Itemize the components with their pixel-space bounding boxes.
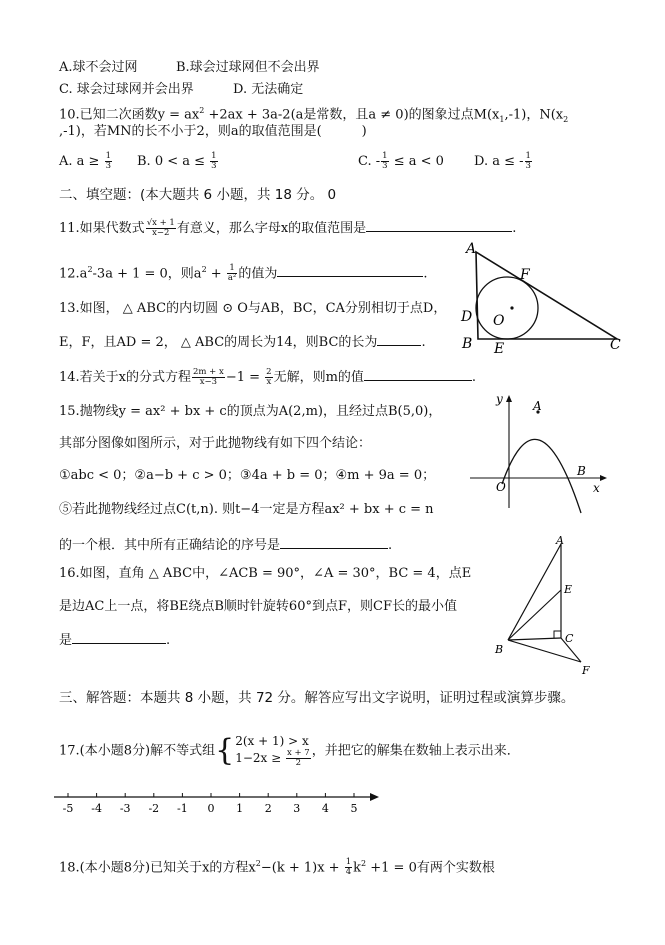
number-line-tick-label: -2 — [148, 802, 160, 815]
fig16-label-e: E — [564, 583, 573, 596]
number-line — [52, 788, 382, 818]
q10-stem-line2: ,-1)，若MN的长不小于2，则a的取值范围是( ) — [59, 124, 367, 139]
q11-answer-blank[interactable] — [366, 219, 512, 232]
q12-line: $12.a^2-3a + 1 = 0$，则$a^2$ + $\frac{1}{\text{a²}}$ 的值为 . — [59, 263, 428, 284]
q9-option-b: B.球会过球网但不会出界 — [176, 60, 320, 75]
number-line-tick-label: -4 — [91, 802, 102, 815]
q14-answer-blank[interactable] — [364, 368, 472, 381]
q10-option-c: C. - $\frac{1}{3}$ ≤ a < 0 — [358, 151, 444, 171]
q16-line1: 16.如图，直角 △ ABC中，∠ACB = 90°，∠A = 30°，BC = 4，点E — [59, 566, 472, 581]
number-line-tick-label: -5 — [62, 802, 74, 815]
q10-option-a: A. a ≥ $\frac{1}{3}$ — [59, 151, 111, 171]
fig15-label-a: A — [533, 399, 542, 413]
q13-incircle-figure — [452, 236, 632, 356]
fig13-label-d: D — [461, 309, 473, 325]
q14-line: 14.若关于x的分式方程 $\frac{2m + x}{x-3}$ −1 = $\frac{2}{x}$ 无解，则m的值 . — [59, 367, 477, 387]
section-3-heading: 三、解答题：本题共 8 小题，共 72 分。解答应写出文字说明，证明过程或演算步骤。 — [59, 690, 575, 706]
number-line-tick-label: 3 — [293, 802, 301, 815]
fig15-label-y: y — [496, 392, 503, 406]
q15-line1: 15.抛物线y = ax² + bx + c的顶点为A(2,m)，且经过点B(5,0)， — [59, 404, 442, 419]
number-line-tick-label: -1 — [177, 802, 188, 815]
q11-line: 11.如果代数式 $\frac{√x + 1}{x-2}$ 有意义，那么字母x的取值范围是 . — [59, 218, 517, 238]
q10-option-d: D. a ≤ - $\frac{1}{3}$ — [474, 151, 531, 171]
q9-option-a: A.球不会过网 — [59, 60, 138, 75]
q13-answer-blank[interactable] — [377, 333, 421, 346]
fig13-label-o: O — [493, 313, 505, 329]
q15-line2: 其部分图像如图所示，对于此抛物线有如下四个结论： — [59, 436, 372, 451]
number-line-tick-label: 0 — [207, 802, 215, 815]
fig16-label-a: A — [556, 534, 564, 547]
q10-option-b: B. 0 < a ≤ $\frac{1}{3}$ — [137, 151, 217, 171]
q15-answer-blank[interactable] — [280, 536, 388, 549]
number-line-tick-label: 2 — [264, 802, 272, 815]
fig16-label-c: C — [565, 632, 574, 645]
q16-line3: 是 . — [59, 633, 171, 648]
q10-stem-line1: 10.已知二次函数$y = ax^2 +2ax + 3a-2(a$是常数，且a ≠ 0)的图象过点$M(x_1,-1)$，$N(x_2$ — [59, 106, 569, 124]
fig13-label-c: C — [610, 337, 621, 353]
number-line-tick-label: 5 — [350, 802, 358, 815]
fig16-label-f: F — [582, 664, 590, 677]
q15-line3: ①abc < 0；②a−b + c > 0；③4a + b = 0；④m + 9a = 0； — [59, 468, 436, 483]
q13-line1: 13.如图， △ ABC的内切圆 ⊙ O与AB，BC，CA分别相切于点D， — [59, 301, 447, 316]
q16-line2: 是边AC上一点，将BE绕点B顺时针旋转60°到点F，则CF长的最小值 — [59, 599, 457, 614]
fig13-label-b: B — [462, 336, 473, 352]
fig15-label-x: x — [593, 481, 600, 495]
q15-parabola-figure — [466, 388, 616, 514]
fig13-label-a: A — [466, 241, 477, 257]
q9-option-d: D. 无法确定 — [233, 82, 304, 97]
q9-option-c: C. 球会过球网并会出界 — [59, 82, 194, 97]
q12-answer-blank[interactable] — [277, 264, 423, 277]
number-line-tick-label: 1 — [236, 802, 244, 815]
q18-line: 18.(本小题8分)已知关于x的方程$x^2-(k + 1)x$ + $\frac{1}{4}$ $k^2 +1 = 0$有两个实数根 — [59, 857, 495, 878]
q16-answer-blank[interactable] — [72, 631, 166, 644]
q17-line: 17.(本小题8分)解不等式组{2(x + 1) > x 1−2x ≥ $\frac{x + 7}{2}$ ，并把它的解集在数轴上表示出来． — [59, 733, 520, 768]
q13-line2: E，F，且AD = 2， △ ABC的周长为14，则BC的长为 . — [59, 335, 426, 350]
fig15-label-b: B — [577, 464, 586, 478]
q15-line4: ⑤若此抛物线经过点C(t,n). 则t−4一定是方程ax² + bx + c = n — [59, 502, 434, 517]
fig13-label-e: E — [494, 341, 505, 356]
fig16-label-b: B — [495, 643, 504, 656]
section-2-heading: 二、填空题：(本大题共 6 小题，共 18 分。 0 — [59, 187, 337, 203]
number-line-tick-label: -3 — [119, 802, 131, 815]
fig13-label-f: F — [520, 267, 530, 283]
number-line-tick-label: 4 — [321, 802, 329, 815]
fig15-label-o: O — [496, 480, 506, 494]
q15-line5: 的一个根．其中所有正确结论的序号是 . — [59, 538, 393, 553]
q16-triangle-figure — [484, 530, 604, 678]
